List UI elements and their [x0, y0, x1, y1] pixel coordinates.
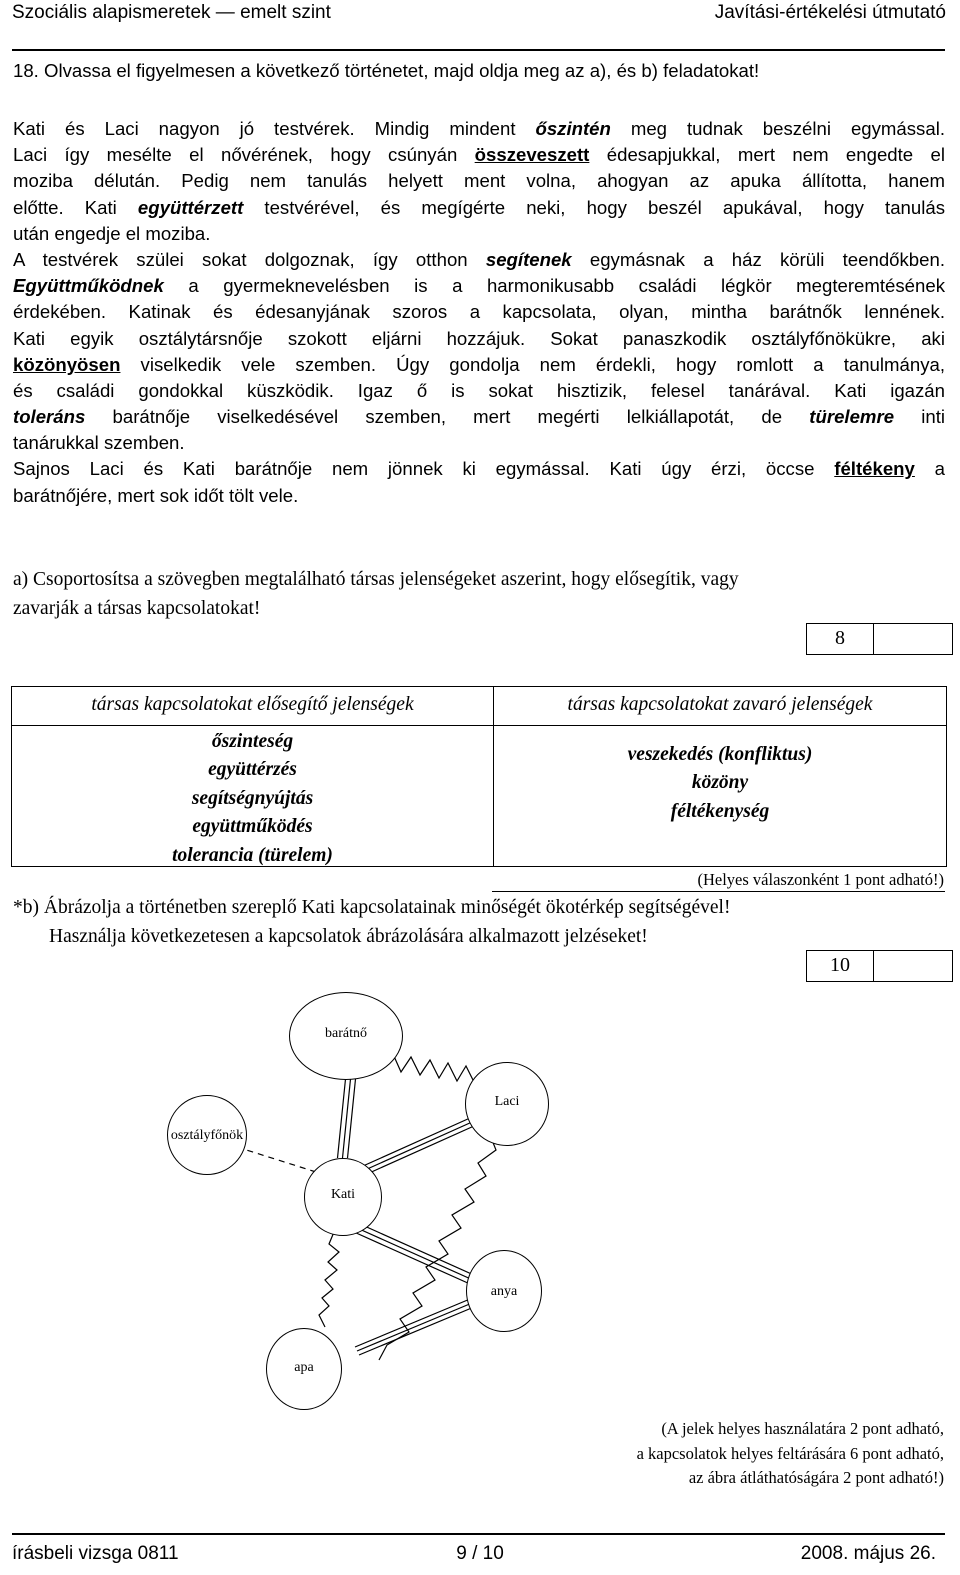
list-item: féltékenység [670, 800, 770, 822]
page-number: 9 / 10 [456, 1543, 504, 1564]
header-right: Javítási-értékelési útmutató [714, 2, 946, 23]
keyword-egyutterzett: együttérzett [137, 196, 244, 218]
header-left: Szociális alapismeretek — emelt szint [12, 2, 331, 23]
list-item: együttérzés [208, 759, 297, 781]
table-header-disrupting: társas kapcsolatokat zavaró jelenségek [567, 694, 873, 715]
footer-rule [12, 1533, 945, 1535]
node-osztalyfonok: osztályfőnök [167, 1095, 247, 1175]
keyword-oszinten: őszintén [535, 118, 611, 139]
part-b-question-line1: *b) Ábrázolja a történetben szereplő Kati kapcsolatainak minőségét ökotérkép segítségével! [13, 897, 731, 918]
table-header-supporting: társas kapcsolatokat elősegítő jelenségek [91, 694, 414, 715]
keyword-segitenek: segítenek [485, 248, 572, 270]
node-anya: anya [466, 1250, 542, 1332]
part-b-question-line2: Használja következetesen a kapcsolatok ábrázolására alkalmazott jelzéseket! [49, 926, 648, 947]
relation-kati-apa-conflict [319, 1232, 339, 1327]
keyword-kozonyosen: közönyösen [13, 353, 121, 375]
keyword-feltekeny: féltékeny [834, 458, 915, 480]
keyword-egyuttmukodnek: Együttműködnek [13, 275, 164, 297]
task-title: 18. Olvassa el figyelmesen a következő történetet, majd oldja meg az a), és b) feladatokat! [13, 60, 760, 81]
relation-kati-laci-strong [363, 1118, 474, 1174]
relation-kati-baratno-strong [338, 1079, 356, 1158]
footer-left: írásbeli vizsga 0811 [12, 1543, 179, 1564]
list-item: együttműködés [192, 816, 313, 838]
part-a-points: 8 [835, 627, 845, 649]
keyword-tolerans: toleráns [13, 406, 86, 428]
footer-date: 2008. május 26. [800, 1543, 936, 1564]
part-b-scoring-note: (A jelek helyes használatára 2 pont adható, a kapcsolatok helyes feltárására 6 pont adható, az ábra átláthatóságára 2 pont adható!) [636, 1419, 944, 1487]
keyword-osszeveszett: összeveszett [474, 144, 590, 166]
list-item: veszekedés (konfliktus) [627, 744, 813, 765]
node-laci: Laci [465, 1062, 549, 1146]
relation-kati-anya-strong [354, 1224, 476, 1284]
part-a-question-line2: zavarják a társas kapcsolatokat! [13, 598, 261, 619]
story-paragraph: Kati és Laci nagyon jó testvérek. Mindig mindent őszintén meg tudnak beszélni egymással. Laci így mesélte el nővérének, hogy csúnyán összeveszett édesapjukkal, mert nem engedte el moziba délután. Pedig nem tanulás helyett ment volna, ahogyan az apuka állította, hanem előtte. Kati együttérzett testvérével, és megígérte neki, hogy beszél apukával, hogy tanulás után engedje el moziba. A testvérek szülei sokat dolgoznak, így otthon segítenek egymásnak a ház körüli teendőkben. Együttműködnek a gyermeknevelésben is a harmonikusabb családi légkör megteremtésének érdekében. Katinak és édesanyjának szoros a kapcsolata, olyan, mintha barátnők lennének. Kati egyik osztálytársnője szokott eljárni hozzájuk. Sokat panaszkodik osztályfőnökükre, aki közönyösen viselkedik vele szemben. Úgy gondolja nem érdekli, hogy romlott a tanulmánya, és családi gondokkal küszködik. Igaz ő is sokat hisztizik, felesel tanárával. Kati igazán toleráns barátnője viselkedésével szemben, mert megérti lelkiállapotát, de türelemre inti tanárukkal szemben. Sajnos Laci és Kati barátnője nem jönnek ki egymással. Kati úgy érzi, öccse féltékeny a barátnőjére, mert sok időt tölt vele. [13, 118, 946, 506]
node-kati: Kati [304, 1158, 382, 1236]
keyword-turelemre: türelemre [809, 406, 895, 428]
relation-kati-osztalyfonok-weak [237, 1147, 316, 1172]
relation-baratno-laci-conflict [393, 1054, 483, 1084]
part-a-scoring-note: (Helyes válaszonként 1 pont adható!) [697, 870, 944, 889]
node-baratno: barátnő [289, 992, 403, 1080]
list-item: tolerancia (türelem) [172, 844, 333, 866]
node-apa: apa [266, 1328, 342, 1410]
list-item: segítségnyújtás [191, 787, 314, 809]
part-b-points: 10 [830, 954, 850, 976]
list-item: őszinteség [211, 731, 294, 752]
list-item: közöny [691, 772, 749, 794]
relation-anya-apa-strong [355, 1299, 474, 1355]
part-a-question-line1: a) Csoportosítsa a szövegben megtalálható társas jelenségeket aszerint, hogy elősegítik, vagy [13, 569, 739, 590]
